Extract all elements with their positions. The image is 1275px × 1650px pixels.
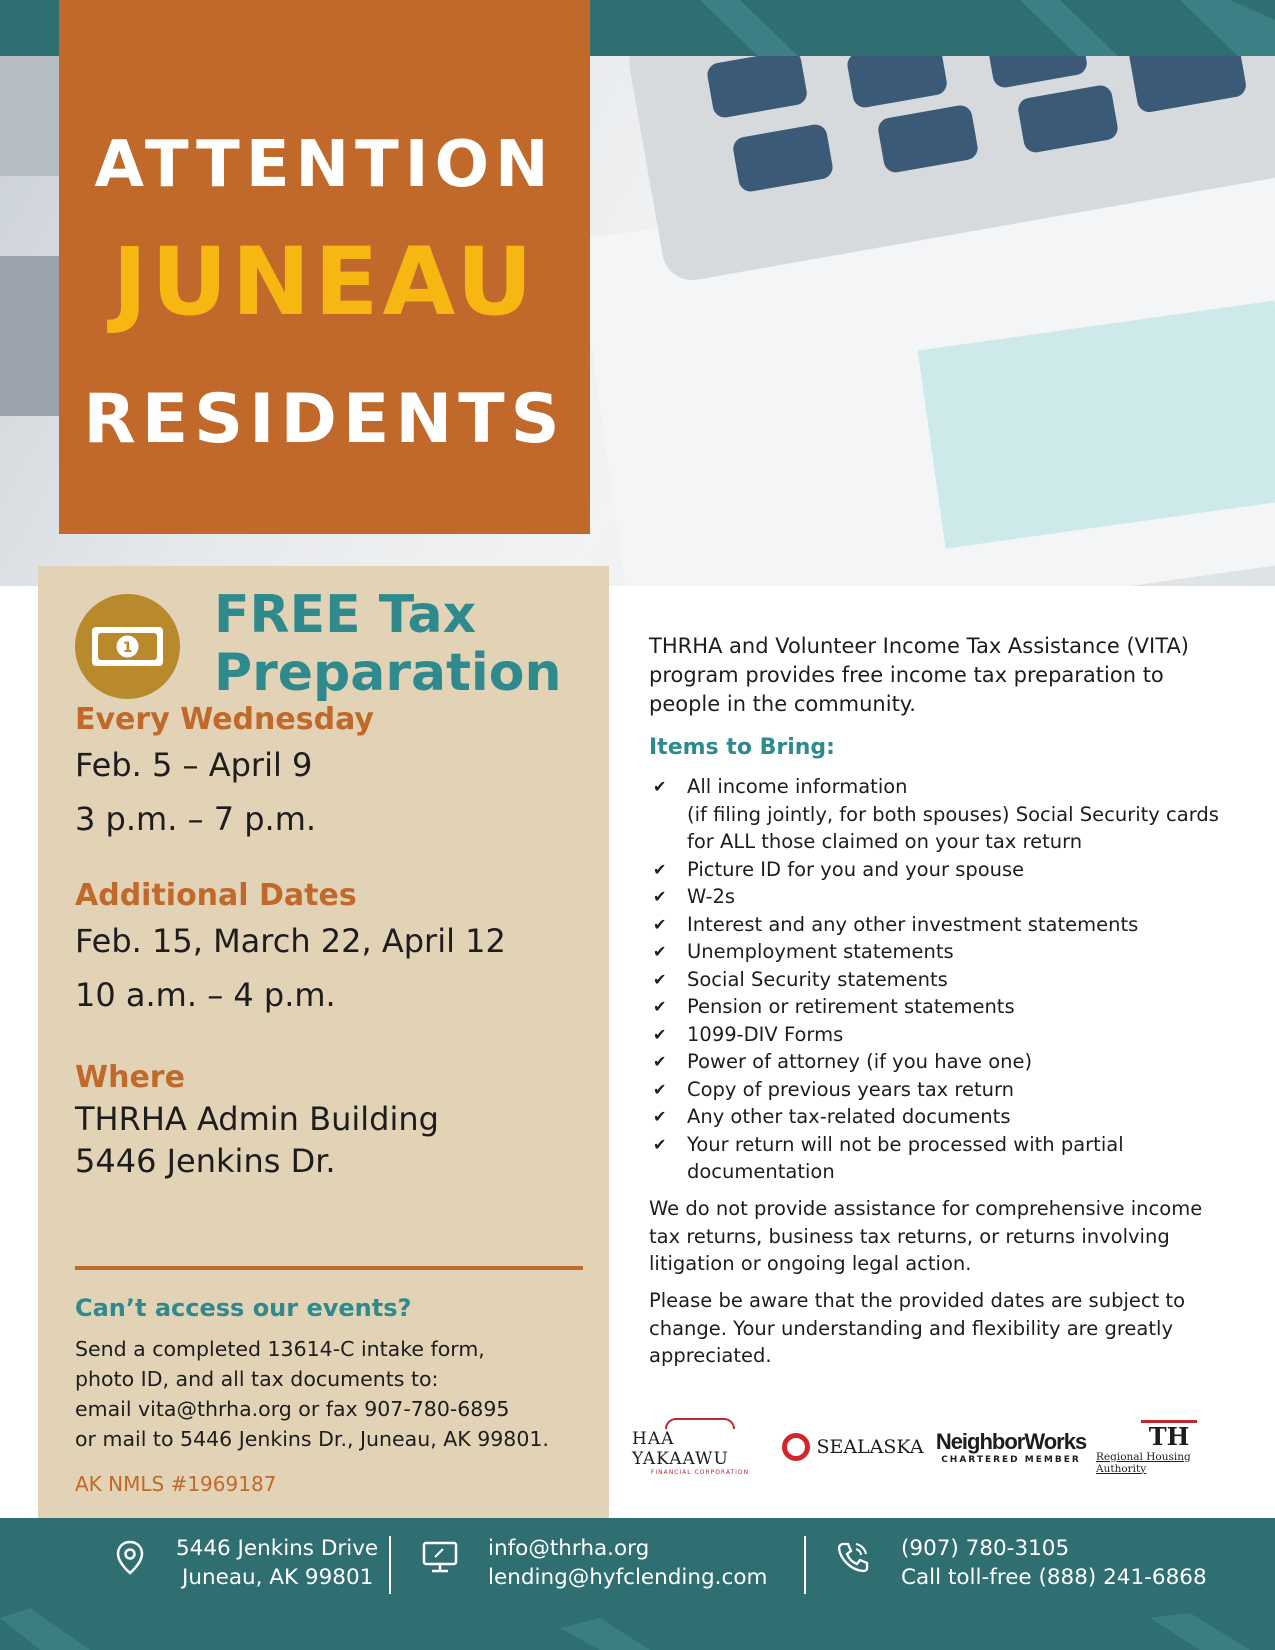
footer-address <box>176 1534 378 1592</box>
list-item <box>649 993 1249 1021</box>
panel-title-line-2: Preparation <box>214 643 562 703</box>
every-wednesday-times: 3 p.m. – 7 p.m. <box>75 800 317 838</box>
list-item-text: Copy of previous years tax return <box>687 1077 1015 1101</box>
neighborworks-logo <box>935 1418 1087 1476</box>
list-item <box>649 1076 1249 1104</box>
footer-separator <box>389 1536 391 1594</box>
list-item-text: Power of attorney (if you have one) <box>687 1050 1033 1073</box>
svg-text:1: 1 <box>122 640 133 656</box>
list-item-text: Pension or retirement statements <box>687 995 1015 1018</box>
regional-housing-authority-logo <box>1096 1418 1242 1476</box>
check-icon: ✔ <box>653 997 667 1016</box>
check-icon: ✔ <box>653 1079 667 1099</box>
panel-title-line-1: FREE Tax <box>214 585 477 645</box>
every-wednesday-heading: Every Wednesday <box>75 702 374 737</box>
additional-dates-times: 10 a.m. – 4 p.m. <box>75 976 336 1014</box>
footer-separator <box>804 1536 806 1594</box>
haa-yakaawu-name: HAA YAKAAWU <box>632 1429 729 1469</box>
cant-access-line: photo ID, and all tax documents to: <box>75 1367 439 1391</box>
list-item <box>649 773 1249 856</box>
list-item-text: Social Security statements <box>687 967 948 991</box>
cant-access-line: or mail to 5446 Jenkins Dr., Juneau, AK 99801. <box>75 1427 549 1451</box>
where-heading: Where <box>75 1060 185 1095</box>
list-item-text: Interest and any other investment statements <box>687 912 1139 936</box>
list-item <box>649 1103 1249 1131</box>
dates-disclaimer: Please be aware that the provided dates are subject to change. Your understanding and flexibility are greatly appreciated. <box>649 1289 1186 1367</box>
dollar-bill-icon <box>75 594 180 699</box>
check-icon: ✔ <box>653 887 667 906</box>
list-item <box>649 938 1249 966</box>
footer-phone <box>901 1534 1207 1592</box>
phone-icon <box>836 1540 870 1578</box>
where-address: 5446 Jenkins Dr. <box>75 1142 336 1180</box>
th-mark: TH <box>1141 1420 1198 1451</box>
footer-email <box>488 1534 767 1592</box>
regional-housing-authority-name: Regional Housing Authority <box>1096 1450 1191 1475</box>
footer-email-info[interactable]: info@thrha.org <box>488 1536 650 1561</box>
list-item-text: 1099-DIV Forms <box>687 1022 844 1046</box>
where-building: THRHA Admin Building <box>75 1100 439 1138</box>
footer-address-line-2: Juneau, AK 99801 <box>182 1565 374 1590</box>
items-to-bring-list <box>649 773 1249 1186</box>
headline-attention: ATTENTION <box>94 128 555 202</box>
headline-residents: RESIDENTS <box>83 380 566 459</box>
additional-dates-list: Feb. 15, March 22, April 12 <box>75 922 506 960</box>
panel-title <box>214 586 562 702</box>
list-item <box>649 856 1249 884</box>
check-icon: ✔ <box>653 1107 667 1126</box>
computer-icon <box>421 1540 459 1578</box>
contact-footer <box>0 1518 1275 1650</box>
sealaska-logo <box>782 1418 924 1476</box>
cant-access-heading: Can’t access our events? <box>75 1294 412 1322</box>
footer-phone-tollfree[interactable]: Call toll-free (888) 241-6868 <box>901 1565 1207 1590</box>
sealaska-name: SEALASKA <box>816 1436 924 1458</box>
program-intro: THRHA and Volunteer Income Tax Assistance (VITA) program provides free income tax preparation to people in the community. <box>649 634 1190 716</box>
section-divider <box>75 1266 583 1270</box>
list-item-text: Unemployment statements <box>687 940 954 963</box>
list-item-text: W-2s <box>687 885 736 908</box>
list-item-text: Picture ID for you and your spouse <box>687 857 1025 881</box>
footer-address-line-1: 5446 Jenkins Drive <box>176 1536 379 1561</box>
list-item-text: Any other tax-related documents <box>687 1105 1011 1128</box>
additional-dates-heading: Additional Dates <box>75 878 357 913</box>
sealaska-mark-icon <box>782 1433 810 1461</box>
footer-phone-main[interactable]: (907) 780-3105 <box>901 1536 1070 1561</box>
nmls-number: AK NMLS #1969187 <box>75 1472 277 1496</box>
every-wednesday-dates: Feb. 5 – April 9 <box>75 746 313 784</box>
list-item <box>649 911 1249 939</box>
list-item <box>649 883 1249 911</box>
list-item <box>649 1021 1249 1049</box>
check-icon: ✔ <box>653 1024 667 1044</box>
location-pin-icon <box>115 1540 145 1580</box>
cant-access-line: email vita@thrha.org or fax 907-780-6895 <box>75 1397 510 1421</box>
haa-yakaawu-logo <box>632 1418 768 1476</box>
check-icon: ✔ <box>653 859 667 879</box>
cant-access-line: Send a completed 13614-C intake form, <box>75 1337 485 1361</box>
list-item-subtext: (if filing jointly, for both spouses) Social Security cards for ALL those claimed on your tax return <box>687 802 1219 853</box>
headline-box <box>59 0 590 534</box>
check-icon: ✔ <box>653 1052 667 1071</box>
headline-juneau: JUNEAU <box>112 228 537 337</box>
list-item <box>649 966 1249 994</box>
haa-yakaawu-mark-icon <box>665 1418 735 1429</box>
scope-disclaimer: We do not provide assistance for comprehensive income tax returns, business tax returns, or returns involving litigation or ongoing legal action. <box>649 1197 1203 1275</box>
schedule-panel <box>38 566 609 1518</box>
list-item <box>649 1131 1129 1186</box>
check-icon: ✔ <box>653 942 667 961</box>
check-icon: ✔ <box>653 969 667 989</box>
items-heading: Items to Bring: <box>649 735 835 760</box>
check-icon: ✔ <box>653 914 667 934</box>
neighborworks-name: NeighborWorks <box>935 1429 1087 1454</box>
cant-access-instructions <box>75 1334 595 1454</box>
neighborworks-subtitle: CHARTERED MEMBER <box>941 1455 1081 1465</box>
footer-email-lending[interactable]: lending@hyfclending.com <box>488 1565 768 1590</box>
check-icon: ✔ <box>653 777 667 796</box>
check-icon: ✔ <box>653 1134 667 1154</box>
list-item-text: Your return will not be processed with partial documentation <box>687 1132 1124 1183</box>
list-item <box>649 1048 1249 1076</box>
list-item-text: All income information <box>687 775 908 798</box>
haa-yakaawu-subtitle: FINANCIAL CORPORATION <box>650 1469 750 1476</box>
